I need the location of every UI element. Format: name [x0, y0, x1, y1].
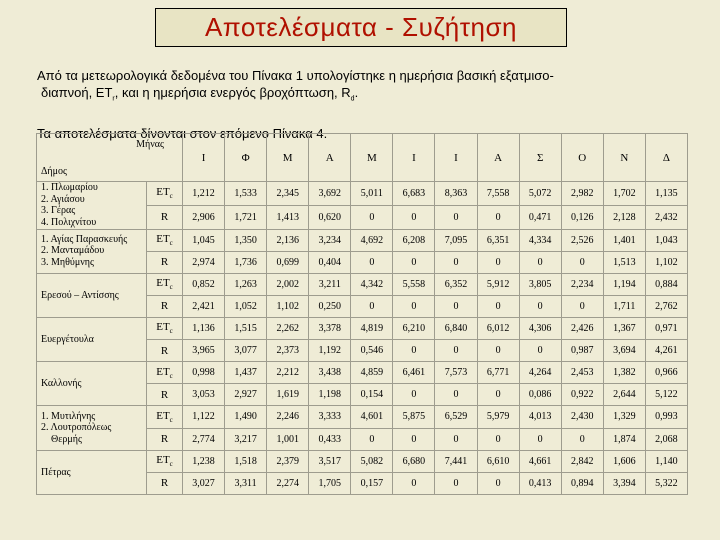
etc-value: 0,971: [645, 317, 687, 339]
etc-value: 3,211: [309, 273, 351, 295]
area-name-line: 2. Λουτροπόλεως: [41, 422, 112, 434]
r-value: 1,711: [603, 295, 645, 317]
etc-value: 4,342: [351, 273, 393, 295]
r-value: 2,644: [603, 384, 645, 406]
etc-value: 1,533: [225, 182, 267, 206]
r-label: R: [147, 251, 183, 273]
r-value: 2,274: [267, 472, 309, 494]
r-value: 0: [351, 428, 393, 450]
r-value: 0: [393, 384, 435, 406]
etc-value: 7,558: [477, 182, 519, 206]
etc-value: 6,771: [477, 362, 519, 384]
etc-value: 6,210: [393, 317, 435, 339]
corner-cell: [37, 134, 183, 182]
area-name-line: 1. Αγίας Παρασκευής: [41, 233, 128, 245]
r-value: 0,546: [351, 340, 393, 362]
month-header-9: Σ: [519, 134, 561, 182]
month-header-1: Ι: [183, 134, 225, 182]
etc-value: 1,606: [603, 450, 645, 472]
etc-value: 1,515: [225, 317, 267, 339]
etc-label: $ET_c$: [147, 362, 183, 384]
month-header-4: Α: [309, 134, 351, 182]
r-value: 1,052: [225, 295, 267, 317]
etc-value: 1,437: [225, 362, 267, 384]
r-value: 3,053: [183, 384, 225, 406]
area-name-line: 4. Πολιχνίτου: [41, 216, 97, 228]
month-header-12: Δ: [645, 134, 687, 182]
area-name-line: Καλλονής: [41, 378, 82, 390]
etc-label: $ET_c$: [147, 406, 183, 428]
etc-value: 2,453: [561, 362, 603, 384]
r-value: 0: [519, 340, 561, 362]
r-value: 0,699: [267, 251, 309, 273]
r-value: 0: [477, 384, 519, 406]
r-value: 0: [477, 472, 519, 494]
r-value: 0,471: [519, 205, 561, 229]
r-value: 0,157: [351, 472, 393, 494]
etc-value: 4,601: [351, 406, 393, 428]
r-value: 1,736: [225, 251, 267, 273]
etc-value: 8,363: [435, 182, 477, 206]
r-value: 2,927: [225, 384, 267, 406]
table-row: [37, 182, 688, 206]
r-value: 0: [393, 428, 435, 450]
etc-value: 6,680: [393, 450, 435, 472]
etc-value: 7,441: [435, 450, 477, 472]
etc-value: 1,140: [645, 450, 687, 472]
r-value: 0: [519, 428, 561, 450]
etc-value: 3,438: [309, 362, 351, 384]
etc-label: $ET_c$: [147, 317, 183, 339]
table-row: [37, 317, 688, 339]
etc-value: 3,378: [309, 317, 351, 339]
etc-value: 2,262: [267, 317, 309, 339]
table-row: [37, 450, 688, 472]
intro-line-3: Τα αποτελέσματα δίνονται στον επόμενο Πίνακα 4.: [37, 125, 328, 141]
area-name-line: 1. Μυτιλήνης: [41, 410, 96, 422]
r-value: 0,404: [309, 251, 351, 273]
etc-value: 7,095: [435, 229, 477, 251]
r-value: 0: [393, 251, 435, 273]
etc-value: 4,819: [351, 317, 393, 339]
etc-value: 4,264: [519, 362, 561, 384]
etc-value: 6,351: [477, 229, 519, 251]
etc-value: 1,238: [183, 450, 225, 472]
etc-value: 1,350: [225, 229, 267, 251]
r-value: 2,762: [645, 295, 687, 317]
r-label: R: [147, 428, 183, 450]
etc-label: $ET_c$: [147, 273, 183, 295]
etc-value: 2,234: [561, 273, 603, 295]
r-value: 2,128: [603, 205, 645, 229]
r-value: 4,261: [645, 340, 687, 362]
r-value: 1,413: [267, 205, 309, 229]
etc-value: 2,842: [561, 450, 603, 472]
etc-value: 5,979: [477, 406, 519, 428]
results-table: [36, 133, 688, 495]
r-value: 0,894: [561, 472, 603, 494]
r-value: 3,077: [225, 340, 267, 362]
area-cell: [37, 273, 147, 317]
r-value: 0: [393, 295, 435, 317]
r-value: 2,068: [645, 428, 687, 450]
etc-value: 1,367: [603, 317, 645, 339]
r-value: 0: [477, 428, 519, 450]
month-header-6: Ι: [393, 134, 435, 182]
r-value: 0: [477, 295, 519, 317]
month-header-11: Ν: [603, 134, 645, 182]
etc-value: 1,263: [225, 273, 267, 295]
etc-value: 6,352: [435, 273, 477, 295]
r-label: R: [147, 205, 183, 229]
etc-value: 1,518: [225, 450, 267, 472]
r-value: 0,250: [309, 295, 351, 317]
etc-value: 3,805: [519, 273, 561, 295]
area-name-line: 3. Μηθύμνης: [41, 256, 94, 268]
r-value: 1,513: [603, 251, 645, 273]
r-value: 1,102: [645, 251, 687, 273]
r-value: 2,974: [183, 251, 225, 273]
etc-value: 2,426: [561, 317, 603, 339]
etc-value: 2,379: [267, 450, 309, 472]
r-value: 1,192: [309, 340, 351, 362]
r-label: R: [147, 384, 183, 406]
etc-value: 0,852: [183, 273, 225, 295]
area-cell: [37, 229, 147, 273]
r-value: 0: [435, 205, 477, 229]
month-header-8: Α: [477, 134, 519, 182]
area-name-line: 2. Μανταμάδου: [41, 245, 105, 257]
etc-value: 5,072: [519, 182, 561, 206]
r-value: 0: [435, 340, 477, 362]
etc-value: 1,702: [603, 182, 645, 206]
r-value: 3,311: [225, 472, 267, 494]
r-value: 0: [561, 251, 603, 273]
table-row: [37, 362, 688, 384]
etc-label: $ET_c$: [147, 229, 183, 251]
etc-value: 6,529: [435, 406, 477, 428]
r-value: 0: [435, 295, 477, 317]
r-value: 3,027: [183, 472, 225, 494]
r-value: 3,217: [225, 428, 267, 450]
etc-value: 1,194: [603, 273, 645, 295]
etc-value: 1,045: [183, 229, 225, 251]
etc-value: 4,334: [519, 229, 561, 251]
r-value: 2,421: [183, 295, 225, 317]
r-value: 0,987: [561, 340, 603, 362]
etc-value: 1,136: [183, 317, 225, 339]
etc-value: 2,002: [267, 273, 309, 295]
etc-value: 2,982: [561, 182, 603, 206]
etc-value: 4,859: [351, 362, 393, 384]
r-value: 0: [435, 428, 477, 450]
etc-value: 2,212: [267, 362, 309, 384]
r-value: 3,394: [603, 472, 645, 494]
r-label: R: [147, 340, 183, 362]
area-cell: [37, 317, 147, 361]
r-value: 1,619: [267, 384, 309, 406]
etc-value: 6,840: [435, 317, 477, 339]
area-name-line: Ερεσού – Αντίσσης: [41, 289, 119, 301]
etc-value: 5,082: [351, 450, 393, 472]
etc-value: 0,998: [183, 362, 225, 384]
etc-value: 0,884: [645, 273, 687, 295]
r-value: 1,721: [225, 205, 267, 229]
etc-value: 6,610: [477, 450, 519, 472]
etc-value: 6,012: [477, 317, 519, 339]
area-cell: [37, 362, 147, 406]
etc-value: 5,875: [393, 406, 435, 428]
r-value: 0: [393, 472, 435, 494]
etc-value: 1,329: [603, 406, 645, 428]
etc-value: 4,306: [519, 317, 561, 339]
area-name-line: Πέτρας: [41, 466, 71, 478]
month-header-3: Μ: [267, 134, 309, 182]
r-value: 1,198: [309, 384, 351, 406]
area-name-line: Ευεργέτουλα: [41, 333, 94, 345]
etc-value: 3,692: [309, 182, 351, 206]
area-cell: [37, 406, 147, 450]
r-value: 3,694: [603, 340, 645, 362]
etc-value: 1,212: [183, 182, 225, 206]
r-value: 5,322: [645, 472, 687, 494]
r-value: 0,620: [309, 205, 351, 229]
r-value: 0: [435, 251, 477, 273]
r-value: 2,906: [183, 205, 225, 229]
etc-value: 1,135: [645, 182, 687, 206]
r-value: 0,126: [561, 205, 603, 229]
r-value: 0: [477, 340, 519, 362]
etc-value: 3,517: [309, 450, 351, 472]
etc-value: 2,430: [561, 406, 603, 428]
r-value: 0: [477, 251, 519, 273]
table-row: [37, 273, 688, 295]
month-header-2: Φ: [225, 134, 267, 182]
r-value: 0: [435, 472, 477, 494]
month-header-7: Ι: [435, 134, 477, 182]
r-value: 0: [435, 384, 477, 406]
r-value: 0,154: [351, 384, 393, 406]
etc-value: 4,013: [519, 406, 561, 428]
etc-value: 6,461: [393, 362, 435, 384]
etc-value: 1,401: [603, 229, 645, 251]
slide-title: Αποτελέσματα - Συζήτηση: [155, 8, 567, 47]
intro-line-1: Από τα μετεωρολογικά δεδομένα του Πίνακα 1 υπολογίστηκε η ημερήσια βασική εξατμισο-: [37, 68, 554, 83]
etc-value: 6,208: [393, 229, 435, 251]
r-value: 0,086: [519, 384, 561, 406]
r-value: 0: [561, 428, 603, 450]
table-row: [37, 406, 688, 428]
intro-line-2: διαπνοή, $ET_r$, και η ημερήσια ενεργός βροχόπτωση, $R_d$.: [41, 85, 359, 103]
etc-value: 1,122: [183, 406, 225, 428]
intro-text: [37, 67, 677, 142]
r-value: 0,433: [309, 428, 351, 450]
r-label: R: [147, 295, 183, 317]
etc-value: 2,136: [267, 229, 309, 251]
etc-value: 2,246: [267, 406, 309, 428]
r-label: R: [147, 472, 183, 494]
r-value: 2,774: [183, 428, 225, 450]
area-name-line: 2. Αγιάσου: [41, 193, 85, 205]
r-value: 0: [351, 205, 393, 229]
r-value: 0: [393, 340, 435, 362]
month-header-label: Μήνας: [136, 139, 164, 150]
etc-label: $ET_c$: [147, 450, 183, 472]
r-value: 0: [519, 295, 561, 317]
r-value: 0: [351, 251, 393, 273]
etc-value: 5,912: [477, 273, 519, 295]
etc-value: 5,558: [393, 273, 435, 295]
r-value: 2,432: [645, 205, 687, 229]
area-name-line: Θερμής: [51, 433, 82, 445]
r-value: 5,122: [645, 384, 687, 406]
area-cell: [37, 182, 147, 229]
etc-value: 1,490: [225, 406, 267, 428]
region-header-label: Δήμος: [41, 166, 67, 178]
r-value: 1,102: [267, 295, 309, 317]
etc-value: 3,333: [309, 406, 351, 428]
etc-value: 5,011: [351, 182, 393, 206]
table-row: [37, 229, 688, 251]
r-value: 0: [351, 295, 393, 317]
etc-value: 2,345: [267, 182, 309, 206]
month-header-5: Μ: [351, 134, 393, 182]
etc-value: 2,526: [561, 229, 603, 251]
area-name-line: 3. Γέρας: [41, 205, 76, 217]
r-value: 1,705: [309, 472, 351, 494]
r-value: 0,922: [561, 384, 603, 406]
r-value: 2,373: [267, 340, 309, 362]
area-name-line: 1. Πλωμαρίου: [41, 182, 98, 194]
etc-value: 0,966: [645, 362, 687, 384]
etc-value: 1,382: [603, 362, 645, 384]
r-value: 0,413: [519, 472, 561, 494]
etc-value: 4,661: [519, 450, 561, 472]
etc-value: 3,234: [309, 229, 351, 251]
r-value: 0: [561, 295, 603, 317]
r-value: 0: [519, 251, 561, 273]
etc-label: $ET_c$: [147, 182, 183, 206]
r-value: 0: [393, 205, 435, 229]
etc-value: 1,043: [645, 229, 687, 251]
r-value: 0: [477, 205, 519, 229]
r-value: 1,001: [267, 428, 309, 450]
area-cell: [37, 450, 147, 494]
etc-value: 6,683: [393, 182, 435, 206]
r-value: 3,965: [183, 340, 225, 362]
header-row: [37, 134, 688, 182]
month-header-10: Ο: [561, 134, 603, 182]
etc-value: 7,573: [435, 362, 477, 384]
etc-value: 0,993: [645, 406, 687, 428]
etc-value: 4,692: [351, 229, 393, 251]
r-value: 1,874: [603, 428, 645, 450]
